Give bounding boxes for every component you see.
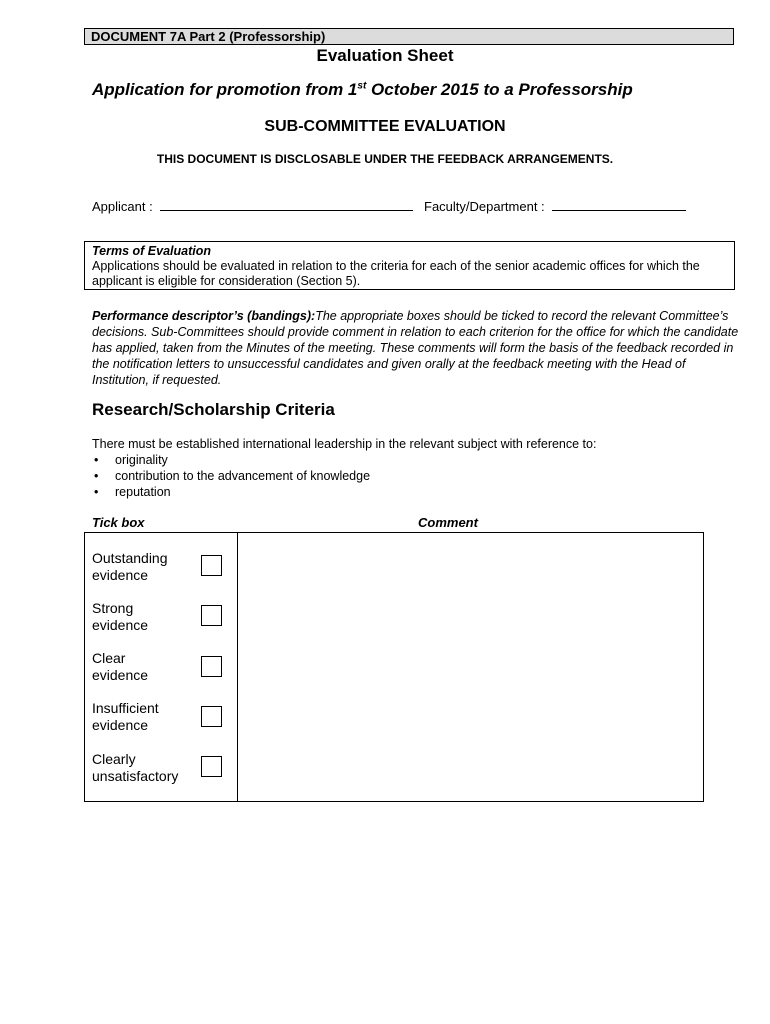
disclosure-notice: THIS DOCUMENT IS DISCLOSABLE UNDER THE FEEDBACK ARRANGEMENTS. bbox=[156, 152, 614, 166]
research-intro: There must be established international leadership in the relevant subject with reference to: bbox=[92, 437, 597, 451]
faculty-row bbox=[424, 198, 686, 214]
document-header-label: DOCUMENT 7A Part 2 (Professorship) bbox=[91, 29, 326, 44]
research-criteria-title: Research/Scholarship Criteria bbox=[92, 400, 335, 419]
option-label-unsatisfactory bbox=[92, 751, 192, 785]
comment-header: Comment bbox=[418, 515, 478, 530]
option-line: evidence bbox=[92, 717, 149, 733]
option-line: evidence bbox=[92, 667, 149, 683]
subtitle-text-before: Application for promotion from 1 bbox=[92, 80, 358, 99]
performance-descriptor bbox=[92, 308, 742, 388]
faculty-field[interactable] bbox=[552, 198, 686, 211]
table-divider bbox=[237, 532, 238, 802]
research-criteria bbox=[92, 436, 732, 500]
option-line: unsatisfactory bbox=[92, 768, 179, 784]
checkbox-strong[interactable] bbox=[201, 605, 222, 626]
option-line: Clearly bbox=[92, 751, 136, 767]
checkbox-insufficient[interactable] bbox=[201, 706, 222, 727]
option-line: Outstanding bbox=[92, 550, 168, 566]
subtitle-text-after: October 2015 to a Professorship bbox=[366, 80, 633, 99]
option-line: evidence bbox=[92, 617, 149, 633]
option-label-strong bbox=[92, 600, 192, 634]
option-line: Strong bbox=[92, 600, 134, 616]
faculty-label: Faculty/Department : bbox=[424, 199, 545, 214]
tick-box-header: Tick box bbox=[92, 515, 145, 530]
applicant-field[interactable] bbox=[160, 198, 413, 211]
section-title: SUB-COMMITTEE EVALUATION bbox=[264, 118, 506, 135]
page-title: Evaluation Sheet bbox=[316, 46, 454, 65]
criteria-list bbox=[92, 452, 732, 500]
applicant-row bbox=[92, 198, 413, 214]
option-label-insufficient bbox=[92, 700, 192, 734]
criteria-item: • contribution to the advancement of knowledge bbox=[92, 468, 732, 484]
criteria-item: • originality bbox=[92, 452, 732, 468]
subtitle-superscript: st bbox=[357, 80, 367, 92]
terms-title: Terms of Evaluation bbox=[92, 244, 212, 258]
comment-field[interactable] bbox=[240, 535, 700, 798]
option-label-outstanding bbox=[92, 550, 192, 584]
option-label-clear bbox=[92, 650, 192, 684]
checkbox-clear[interactable] bbox=[201, 656, 222, 677]
document-header bbox=[84, 28, 734, 45]
checkbox-outstanding[interactable] bbox=[201, 555, 222, 576]
option-line: evidence bbox=[92, 567, 149, 583]
performance-title: Performance descriptor’s (bandings): bbox=[92, 309, 316, 323]
terms-of-evaluation-box bbox=[84, 241, 735, 290]
applicant-label: Applicant : bbox=[92, 199, 153, 214]
criteria-item: • reputation bbox=[92, 484, 732, 500]
application-subtitle bbox=[92, 80, 633, 100]
option-line: Insufficient bbox=[92, 700, 159, 716]
terms-body: Applications should be evaluated in relation to the criteria for each of the senior academic offices for which the applicant is eligible for consideration (Section 5). bbox=[92, 259, 700, 288]
checkbox-unsatisfactory[interactable] bbox=[201, 756, 222, 777]
option-line: Clear bbox=[92, 650, 126, 666]
performance-body: The appropriate boxes should be ticked to record the relevant Committee’s decisions. Sub-Committees should provide comment in relation to each criterion for the office for which the candidate has applied, taken from the Minutes of the meeting. These comments will form the basis of the feedback recorded in the notification letters to unsuccessful candidates and given orally at the feedback meeting with the Head of Institution, if requested. bbox=[92, 309, 739, 387]
